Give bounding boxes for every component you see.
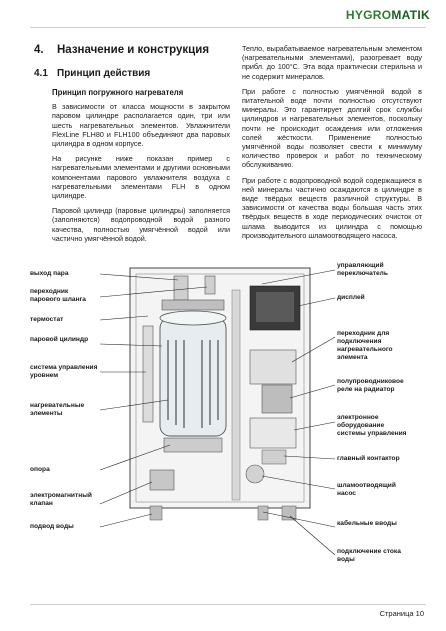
callout-cable-entries: кабельные вводы — [337, 520, 397, 527]
section-number: 4.1 — [34, 68, 48, 79]
terminal-block — [250, 350, 296, 384]
callout-drain-pump: шламоотводящий насос — [337, 482, 396, 497]
left-paragraph-2: На рисунке ниже показан пример с нагревательными элементами и другими основными компонентами парового увлажнителя воздуха с нагревательными элементами FLH в одном цилиндре. — [52, 154, 230, 201]
control-electronics — [250, 418, 296, 448]
callout-water-inlet: подвод воды — [30, 523, 74, 530]
cylinder-lid — [162, 300, 224, 310]
callout-level-control: система управления уровнем — [30, 364, 98, 379]
callout-steam-cylinder: паровой цилиндр — [30, 336, 89, 343]
logo-text-hygro: HYGRO — [345, 8, 392, 22]
divider-panel — [232, 290, 240, 500]
callout-steam-outlet: выход пара — [30, 270, 69, 277]
callout-heating-elements: нагревательные элементы — [30, 402, 85, 417]
callout-drain-connection: подключение стока воды — [337, 548, 401, 563]
water-inlet — [150, 506, 162, 520]
section-title: Принцип действия — [57, 68, 151, 79]
display-screen — [256, 292, 294, 322]
logo-text-matik: MATIK — [391, 8, 430, 22]
cylinder-top — [160, 311, 226, 325]
right-paragraph-3: При работе с водопроводной водой содержащиеся в ней минералы частично осаждаются в цилиндре в виде твёрдых веществ различной структуры. В зависимости от качества воды большая часть этих твёрдых веществ в ходе периодических очисток от шлама выводится из цилиндра с помощью производительного шламоотводящего насоса. — [242, 175, 422, 240]
callout-control-switch: управляющий переключатель — [337, 262, 388, 277]
right-paragraph-2: При работе с полностью умягчённой водой в питательной воде почти полностью отсутствуют минералы. Это гарантирует долгий срок службы цилиндров и нагревательных элементов, поскольку почти не происходит осаждения или отложения солей жёсткости. Применение полностью умягчённой воды позволяет свести к минимуму количество проверок и работ по техническому обслуживанию. — [242, 86, 422, 170]
cylinder-support — [164, 438, 222, 452]
steam-hose-adapter — [205, 276, 215, 294]
drain-connection — [282, 506, 296, 520]
callout-display: дисплей — [337, 294, 365, 301]
left-paragraph-1: В зависимости от класса мощности в закрытом паровом цилиндре располагается один, три или шесть нагревательных элементов. Увлажнители FlexLine FLH80 и FLH100 объединяют два паровых цилиндра в одном корпусе. — [52, 102, 230, 149]
callout-main-contactor: главный контактор — [337, 455, 400, 462]
chapter-number: 4. — [34, 44, 44, 56]
level-control-tube — [143, 326, 153, 422]
solid-state-relay — [262, 385, 292, 413]
footer-rule — [30, 604, 426, 605]
callout-support: опора — [30, 466, 50, 473]
callout-solenoid-valve: электромагнитный клапан — [30, 492, 92, 507]
callout-heating-element-connector: переходник для подключения нагревательного элемента — [337, 330, 393, 361]
drain-pump — [246, 465, 264, 483]
callout-steam-hose-adapter: переходник парового шланга — [30, 288, 86, 303]
callout-thermostat: термостат — [30, 316, 64, 323]
callout-control-electronics: электронное оборудование системы управления — [337, 414, 407, 437]
solenoid-valve — [150, 470, 174, 490]
chapter-title: Назначение и конструкция — [57, 44, 210, 56]
page-number: Страница 10 — [379, 609, 424, 618]
callout-ssr: полупроводниковое реле на радиатор — [337, 378, 404, 393]
right-paragraph-1: Тепло, вырабатываемое нагревательным элементом (нагревательными элементами), разогревает воду прибл. до 100°C. Эта вода практически стерильна и не содержит минералов. — [242, 44, 422, 81]
subheading: Принцип погружного нагревателя — [52, 88, 184, 97]
left-paragraph-3: Паровой цилиндр (паровые цилиндры) заполняется (заполняются) водопроводной водой разного качества, полностью умягчённой водой или частично умягчённой водой. — [52, 206, 230, 243]
steam-cylinder — [160, 318, 226, 436]
main-contactor — [262, 450, 286, 464]
